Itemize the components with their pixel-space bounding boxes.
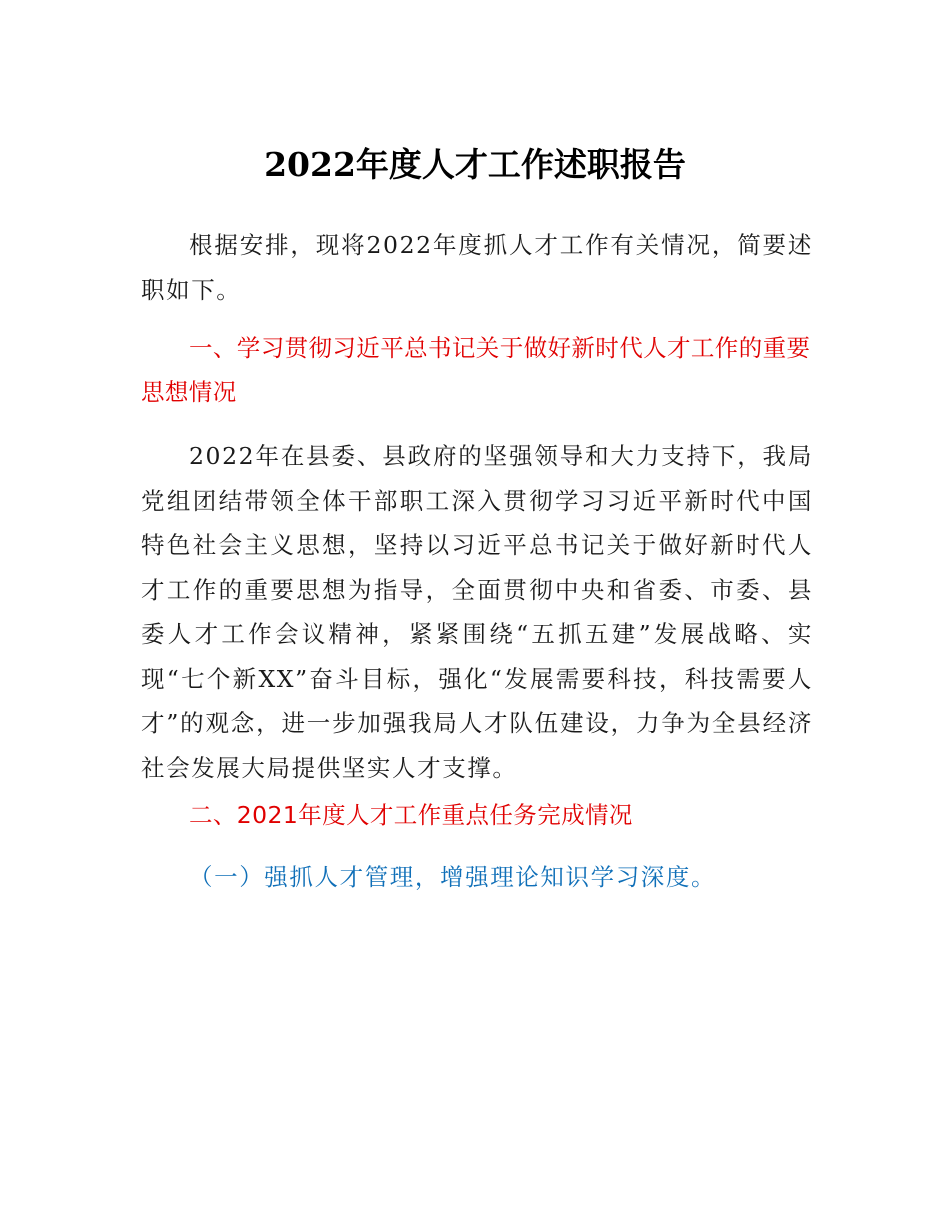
section-2-heading: 二、2021年度人才工作重点任务完成情况 [189, 801, 633, 829]
intro-paragraph: 根据安排，现将2022年度抓人才工作有关情况，简要述职如下。 [141, 231, 813, 304]
section-1-heading: 一、学习贯彻习近平总书记关于做好新时代人才工作的重要思想情况 [141, 334, 811, 406]
section-1-body: 2022年在县委、县政府的坚强领导和大力支持下，我局党组团结带领全体干部职工深入贯彻学习习近平新时代中国特色社会主义思想，坚持以习近平总书记关于做好新时代人才工作的重要思想为指导，全面贯彻中央和省委、市委、县委人才工作会议精神，紧紧围绕“五抓五建”发展战略、实现“七个新XX”奋斗目标，强化“发展需要科技，科技需要人才”的观念，进一步加强我局人才队伍建设，力争为全县经济社会发展大局提供坚实人才支撑。 [141, 442, 813, 782]
page-title: 2022年度人才工作述职报告 [264, 145, 686, 184]
section-2-subheading: （一）强抓人才管理，增强理论知识学习深度。 [189, 863, 717, 891]
